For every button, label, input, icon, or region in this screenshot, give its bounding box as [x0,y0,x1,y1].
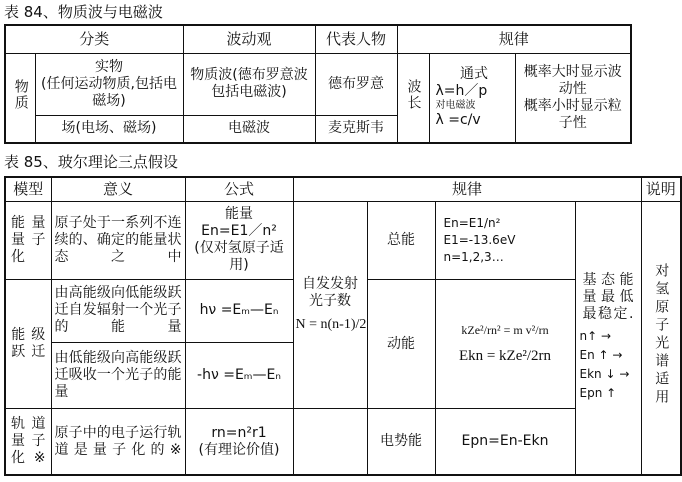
total-energy-label: 总能 [367,201,435,280]
kinetic-energy-label: 动能 [367,280,435,409]
formula-orbit [185,409,293,475]
ground-arrow-3: Ekn ↓ → [579,367,630,382]
spontaneous-cell [293,201,367,408]
formula-orbit-note: (有理论价值) [198,441,280,458]
formula-emission: hν =Eₘ—Eₙ [185,280,293,342]
matter-category [35,53,183,115]
formula-absorption: -hν =Eₘ—Eₙ [185,342,293,408]
kinetic-ek-eq: Ekn = kZe²/2rn [458,348,552,365]
meaning-emission: 由高能级向低能级跃迁自发辐射一个光子的能量 [51,280,185,342]
formula-general: λ=h／p [435,83,488,100]
formula-orbit-eq: rn=n²r1 [211,424,267,441]
model-orbit [5,409,51,475]
model-transition-text: 能级跃迁 [11,327,46,361]
matter-person: 德布罗意 [315,53,397,115]
table85-title: 表 85、玻尔理论三点假设 [4,153,178,171]
header-formula: 公式 [185,177,293,201]
wavelength-cell [397,53,429,143]
formula-energy [185,201,293,280]
matter-wave: 物质波(德布罗意波包括电磁波) [183,53,315,115]
meaning-energy: 原子处于一系列不连续的、确定的能量状态之中 [51,201,185,280]
formula-em: λ =c/v [435,112,481,129]
spontaneous-label: 自发发射光子数 [302,276,358,310]
header-wave-view: 波动观 [183,25,315,53]
header-model: 模型 [5,177,51,201]
total-energy-line3: n=1,2,3… [443,249,504,264]
law-cell [515,53,631,143]
ground-arrow-2: En ↑ → [579,348,623,363]
formula-energy-eq: En=E1／n² [201,223,277,240]
meaning-absorption: 由低能级向高能级跃迁吸收一个光子的能量 [51,342,185,408]
row-label-text: 物质 [12,79,29,112]
field-person: 麦克斯韦 [315,115,397,143]
formula-energy-title: 能量 [225,206,253,223]
model-orbit-text: 轨道量子化※ [11,416,46,466]
formula-energy-note: (仅对氢原子适用) [194,240,284,274]
spontaneous-empty [293,409,367,475]
note-text: 对氢原子光谱适用 [653,263,670,408]
kinetic-force-eq: kZe²/rn² = m v²/rn [461,323,549,338]
potential-energy-label: 电势能 [367,409,435,475]
ground-state-cell [575,201,641,475]
formula-cell [429,53,515,143]
kinetic-energy-formula [435,280,575,409]
header-law: 规律 [397,25,631,53]
ground-arrow-4: Epn ↑ [579,386,617,401]
total-energy-line1: En=E1/n² [443,215,501,230]
header-people: 代表人物 [315,25,397,53]
formula-em-label: 对电磁波 [435,100,476,112]
header-category: 分类 [5,25,183,53]
meaning-orbit: 原子中的电子运行轨道是量子化的※ [51,409,185,475]
table85 [4,176,682,476]
note-cell [641,201,681,475]
row-label-matter [5,53,35,143]
ground-arrow-1: n↑ → [579,329,612,344]
header-note: 说明 [641,177,681,201]
field-category: 场(电场、磁场) [35,115,183,143]
model-energy [5,201,51,280]
header-meaning: 意义 [51,177,185,201]
wavelength-text: 波长 [405,79,422,112]
matter-category-text: 实物 (任何运动物质,包括电磁场) [41,58,177,109]
formula-title: 通式 [460,66,489,83]
total-energy-formula [435,201,575,280]
table84-title: 表 84、物质波与电磁波 [4,3,163,21]
ground-state-text: 基态能量最低最稳定. [582,272,634,323]
header-law85: 规律 [293,177,641,201]
total-energy-line2: E1=-13.6eV [443,232,516,247]
model-transition [5,280,51,409]
model-energy-text: 能量量子化 [11,214,46,265]
spontaneous-formula: N = n(n-1)/2 [295,317,367,333]
field-wave: 电磁波 [183,115,315,143]
potential-energy-formula: Epn=En-Ekn [435,409,575,475]
table84 [4,24,632,144]
law-text: 概率大时显示波动性 概率小时显示粒子性 [523,63,622,131]
